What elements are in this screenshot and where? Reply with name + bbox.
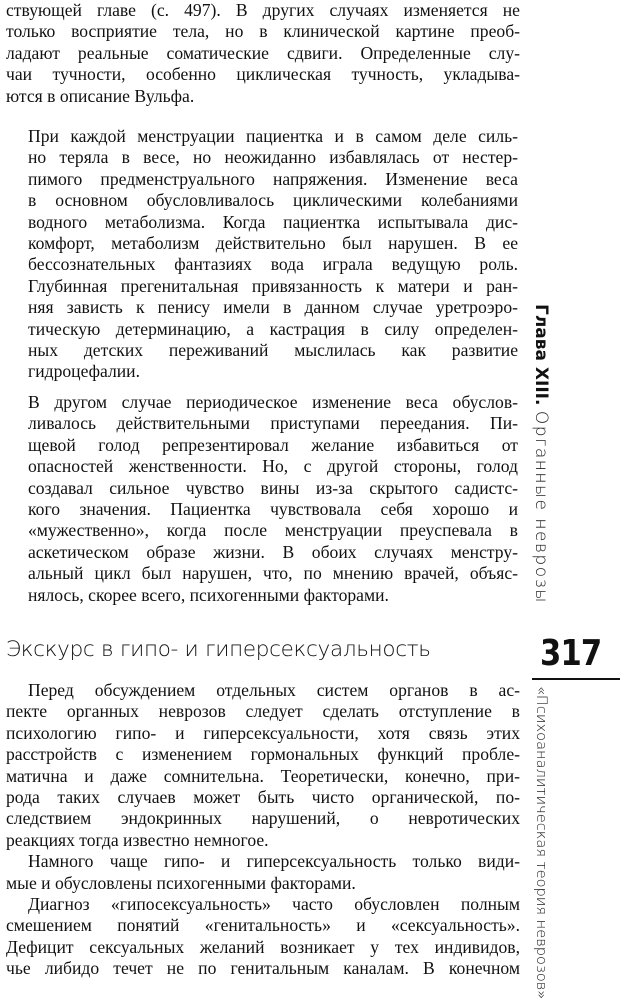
text-line: матична и даже сомнительна. Теоретически, конечно, при-	[6, 765, 520, 786]
chapter-number: Глава XIII.	[531, 304, 551, 406]
text-line: ладают реальные соматические сдвиги. Определенные слу-	[6, 42, 520, 63]
text-line: водного метаболизма. Когда пациентка испытывала дис-	[28, 211, 518, 232]
text-line: рода таких случаев может быть чисто органической, по-	[6, 786, 520, 807]
chapter-title: Органные неврозы	[531, 410, 551, 604]
text-line: щевой голод репрезентировал желание избавиться от	[28, 434, 518, 455]
case-block-2	[28, 392, 518, 606]
text-line: ливалось действительными приступами переедания. Пи-	[28, 413, 518, 434]
page-number: 317	[540, 633, 602, 674]
case-block-1	[28, 126, 518, 383]
text-line: психологию гипо- и гиперсексуальности, хотя связь этих	[6, 722, 520, 743]
text-line: мые и обусловлены психогенными факторами.	[6, 872, 356, 893]
text-line: При каждой менструации пациентка и в самом деле силь-	[28, 126, 518, 146]
text-line: ются в описание Вульфа.	[6, 85, 195, 106]
text-line: В другом случае периодическое изменение веса обуслов-	[28, 392, 518, 412]
text-line: Намного чаще гипо- и гиперсексуальность только види-	[28, 851, 520, 872]
text-line: кого значения. Пациентка чувствовала себя хорошо и	[28, 498, 518, 519]
text-line: но теряла в весе, но неожиданно избавлялась от нестер-	[28, 147, 518, 168]
text-line: следствием эндокринных нарушений, о невротических	[6, 808, 520, 829]
text-line: Дефицит сексуальных желаний возникает у тех индивидов,	[6, 936, 520, 957]
page-number-rule	[532, 678, 620, 680]
text-line: аскетическом образе жизни. В обоих случаях менстру-	[28, 541, 518, 562]
text-line: бессознательных фантазиях вода играла ведущую роль.	[28, 254, 518, 275]
text-line: комфорт, метаболизм действительно был нарушен. В ее	[28, 232, 518, 253]
book-title: «Психоаналитическая теория неврозов»	[533, 686, 550, 999]
text-line: пимого предменструального напряжения. Изменение веса	[28, 168, 518, 189]
text-line: пекте органных неврозов следует сделать отступление в	[6, 701, 520, 722]
body-paragraphs	[6, 680, 520, 979]
text-line: альный цикл был нарушен, что, по мнению врачей, объяс-	[28, 563, 518, 584]
text-line: чаи тучности, особенно циклическая тучность, укладыва-	[6, 64, 520, 85]
text-line: «мужественно», когда после менструации преуспевала в	[28, 520, 518, 541]
text-line: опасностей женственности. Но, с другой стороны, голод	[28, 456, 518, 477]
running-head-chapter	[526, 304, 556, 618]
text-line: чье либидо течет не по генитальным каналам. В конечном	[6, 958, 520, 979]
running-head-book	[526, 686, 556, 997]
text-line: гидроцефалии.	[28, 361, 140, 382]
text-line: реакциях тогда известно немногое.	[6, 829, 269, 850]
text-line: ных детских переживаний мыслилась как развитие	[28, 339, 518, 360]
text-line: в основном обусловливалось циклическими колебаниями	[28, 190, 518, 211]
text-line: только восприятие тела, но в клинической картине преоб-	[6, 21, 520, 42]
top-paragraph	[6, 0, 520, 107]
text-line: няя зависть к пенису имели в данном случае уретроэро-	[28, 297, 518, 318]
text-line: создавал сильное чувство вины из-за скрытого садистс-	[28, 477, 518, 498]
text-line: смешением понятий «генитальность» и «сексуальность».	[6, 915, 520, 936]
text-line: нялось, скорее всего, психогенными факторами.	[28, 584, 389, 605]
text-line: Перед обсуждением отдельных систем органов в ас-	[28, 680, 520, 700]
text-line: Диагноз «гипосексуальность» часто обусловлен полным	[28, 893, 520, 914]
text-line: тическую детерминацию, а кастрация в силу определен-	[28, 318, 518, 339]
text-line: расстройств с изменением гормональных функций пробле-	[6, 744, 520, 765]
text-line: Глубинная прегенитальная привязанность к матери и ран-	[28, 275, 518, 296]
text-line: ствующей главе (с. 497). В других случаях изменяется не	[6, 0, 520, 20]
section-heading: Экскурс в гипо- и гиперсексуальность	[6, 637, 431, 662]
